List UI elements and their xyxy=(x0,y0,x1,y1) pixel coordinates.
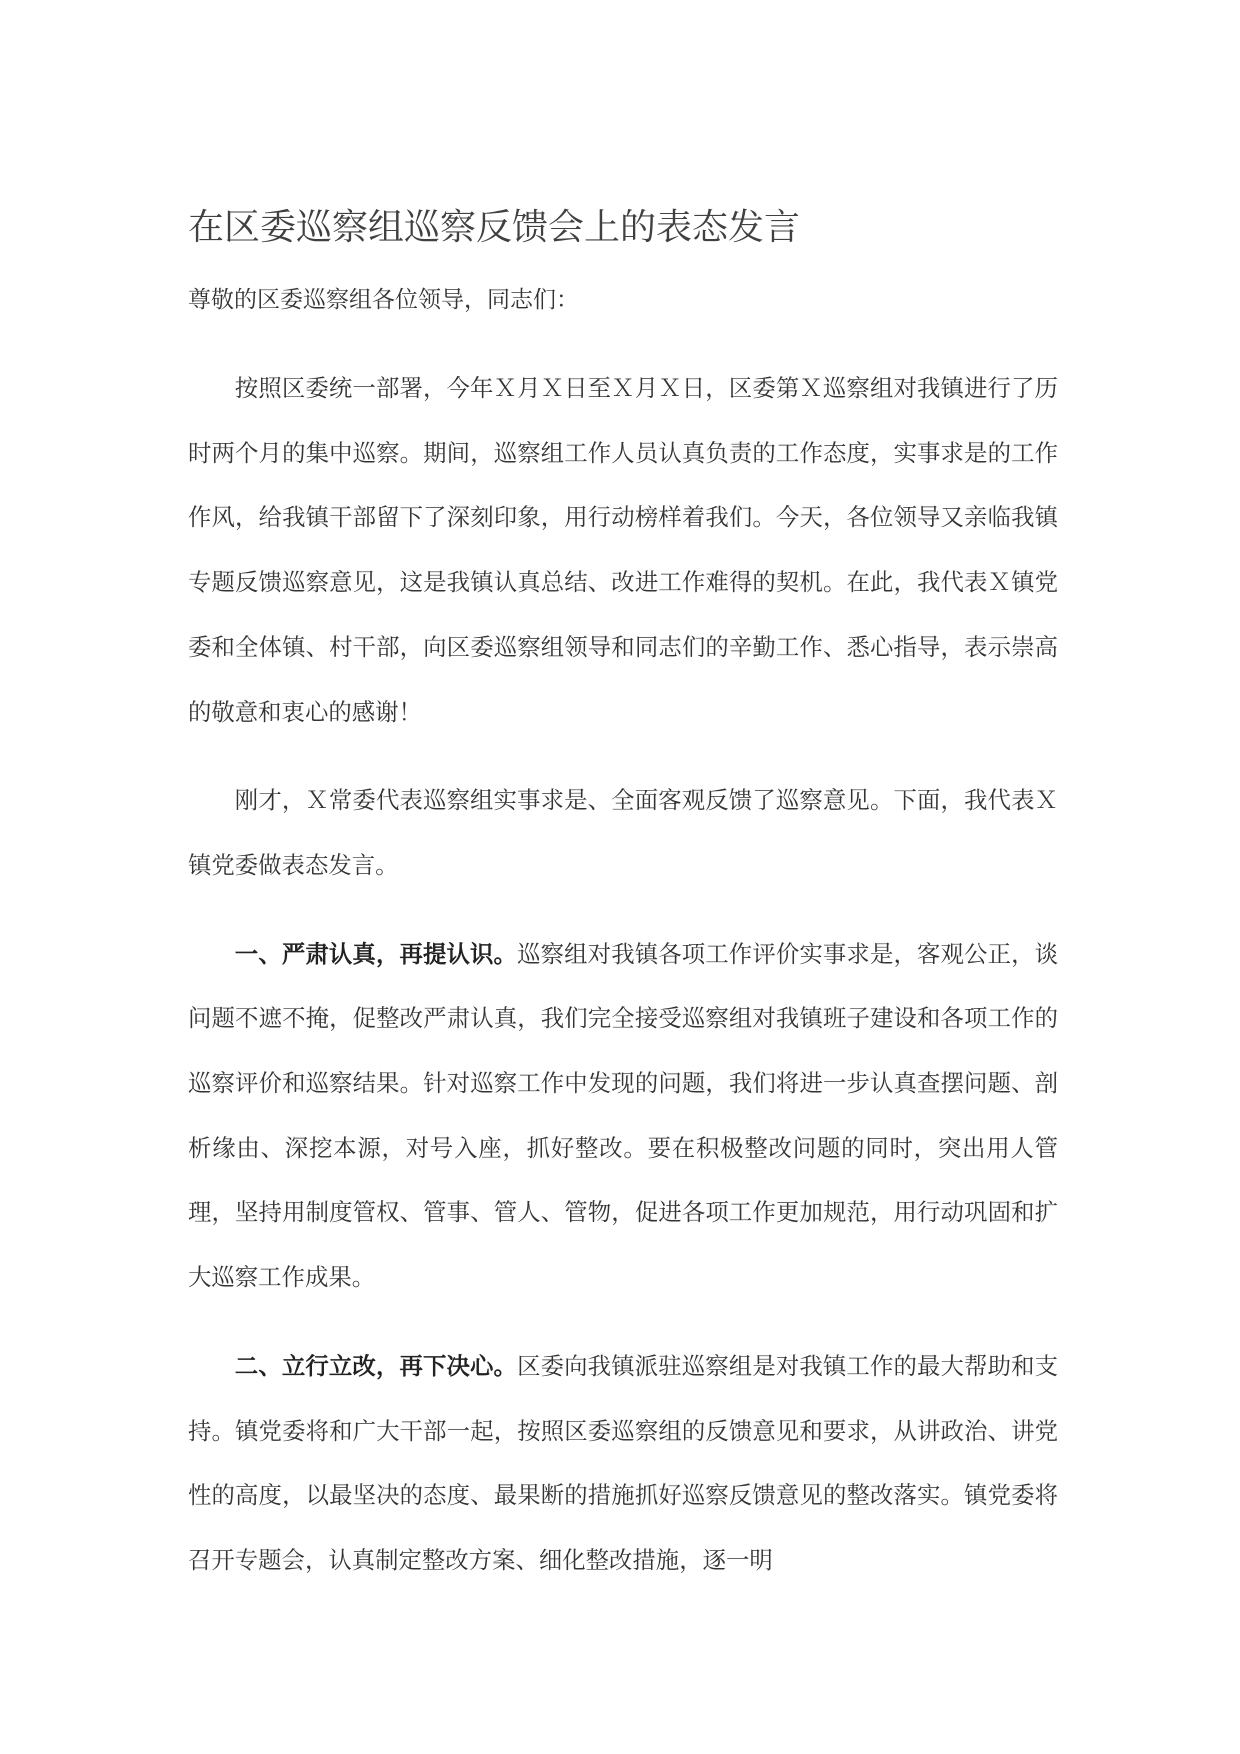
document-page xyxy=(188,200,1058,1593)
paragraph-text: 区委向我镇派驻巡察组是对我镇工作的最大帮助和支持。镇党委将和广大干部一起，按照区委巡察组的反馈意见和要求，从讲政治、讲党性的高度，以最坚决的态度、最果断的措施抓好巡察反馈意见的整改落实。镇党委将召开专题会，认真制定整改方案、细化整改措施，逐一明 xyxy=(188,1351,1059,1574)
document-title: 在区委巡察组巡察反馈会上的表态发言 xyxy=(188,207,801,248)
paragraph-lead: 一、严肃认真，再提认识。 xyxy=(234,939,518,968)
paragraph-4 xyxy=(188,1334,1058,1593)
paragraph-text: 刚才，Ｘ常委代表巡察组实事求是、全面客观反馈了巡察意见。下面，我代表Ｘ镇党委做表态发言。 xyxy=(188,786,1058,879)
paragraph-lead: 二、立行立改，再下决心。 xyxy=(234,1351,518,1380)
paragraph-text: 巡察组对我镇各项工作评价实事求是，客观公正，谈问题不遮不掩，促整改严肃认真，我们完全接受巡察组对我镇班子建设和各项工作的巡察评价和巡察结果。针对巡察工作中发现的问题，我们将进一步认真查摆问题、剖析缘由、深挖本源，对号入座，抓好整改。要在积极整改问题的同时，突出用人管理，坚持用制度管权、管事、管人、管物，促进各项工作更加规范，用行动巩固和扩大巡察工作成果。 xyxy=(188,939,1059,1292)
paragraph-1 xyxy=(188,356,1058,744)
paragraph-text: 按照区委统一部署，今年Ｘ月Ｘ日至Ｘ月Ｘ日，区委第Ｘ巡察组对我镇进行了历时两个月的集中巡察。期间，巡察组工作人员认真负责的工作态度，实事求是的工作作风，给我镇干部留下了深刻印象，用行动榜样着我们。今天，各位领导又亲临我镇专题反馈巡察意见，这是我镇认真总结、改进工作难得的契机。在此，我代表Ｘ镇党委和全体镇、村干部，向区委巡察组领导和同志们的辛勤工作、悉心指导，表示崇高的敬意和衷心的感谢！ xyxy=(188,374,1058,726)
salutation: 尊敬的区委巡察组各位领导，同志们： xyxy=(188,287,579,313)
paragraph-2 xyxy=(188,768,1058,897)
paragraph-3 xyxy=(188,922,1058,1310)
